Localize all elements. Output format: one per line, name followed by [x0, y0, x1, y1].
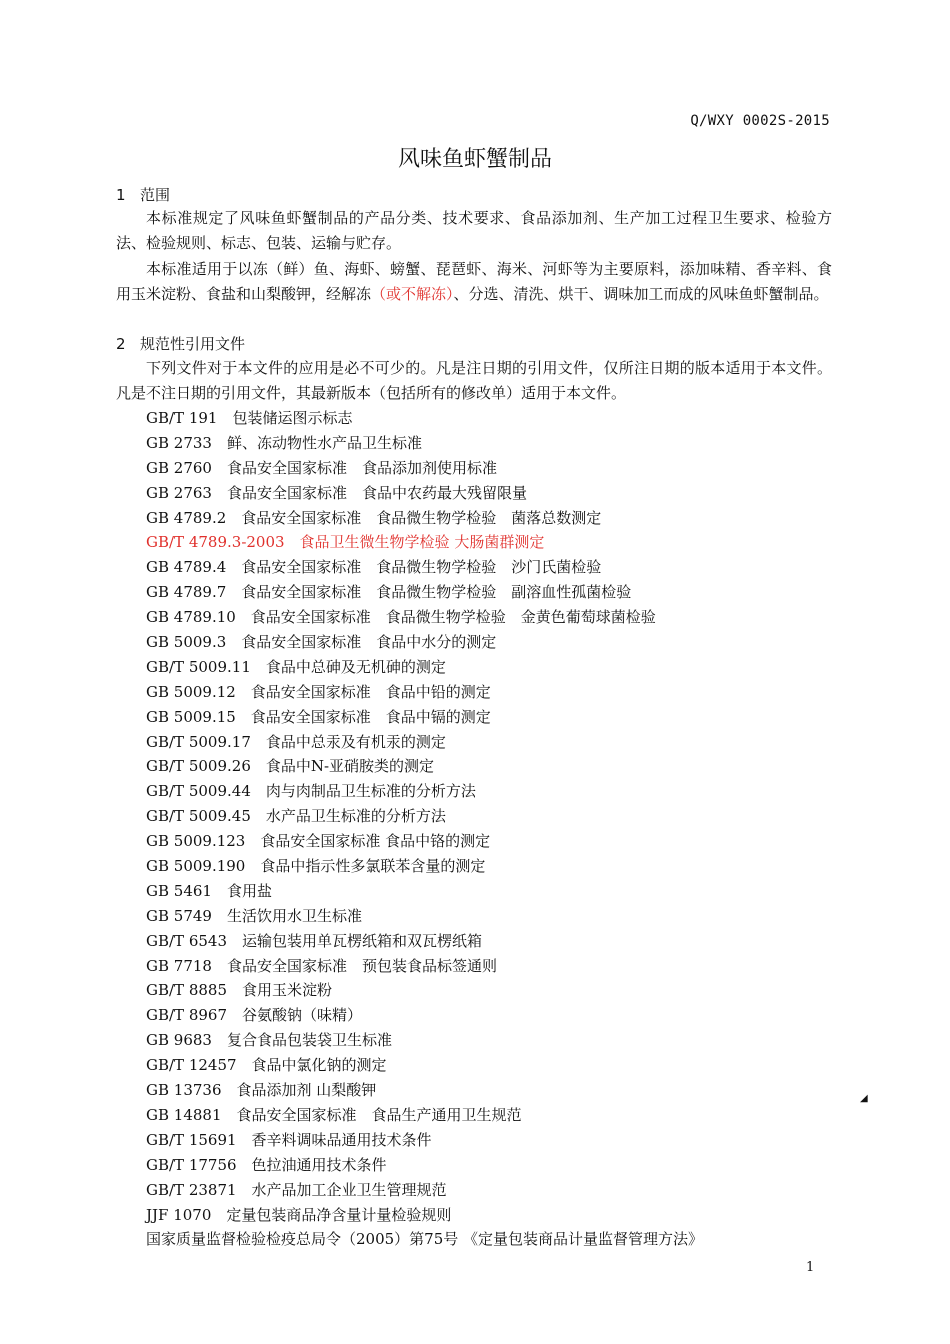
- paragraph-2-text-b: 、分选、清洗、烘干、调味加工而成的风味鱼虾蟹制品。: [453, 285, 829, 303]
- reference-item: GB/T 4789.3-2003 食品卫生微生物学检验 大肠菌群测定: [146, 533, 545, 552]
- section-2-title: 规范性引用文件: [140, 335, 246, 353]
- reference-item: GB 4789.10 食品安全国家标准 食品微生物学检验 金黄色葡萄球菌检验: [146, 608, 656, 627]
- reference-item: GB 5461 食用盐: [146, 881, 272, 900]
- reference-item: GB 5009.190 食品中指示性多氯联苯含量的测定: [146, 857, 486, 876]
- document-title: 风味鱼虾蟹制品: [397, 147, 552, 172]
- reference-item: GB 5009.123 食品安全国家标准 食品中铬的测定: [146, 832, 491, 851]
- reference-item: GB/T 5009.44 肉与肉制品卫生标准的分析方法: [146, 782, 476, 801]
- section-2-number: 2: [116, 335, 126, 353]
- reference-item: GB 5009.3 食品安全国家标准 食品中水分的测定: [146, 633, 497, 652]
- reference-item: GB 5009.12 食品安全国家标准 食品中铅的测定: [146, 682, 491, 701]
- reference-item: GB 5009.15 食品安全国家标准 食品中镉的测定: [146, 707, 491, 726]
- corner-mark: ◢: [860, 1093, 868, 1104]
- section-2-intro: 下列文件对于本文件的应用是必不可少的。凡是注日期的引用文件，仅所注日期的版本适用于本文件。凡是不注日期的引用文件，其最新版本（包括所有的修改单）适用于本文件。: [116, 359, 832, 402]
- reference-item: GB 4789.4 食品安全国家标准 食品微生物学检验 沙门氏菌检验: [146, 558, 602, 577]
- reference-item: GB/T 5009.11 食品中总砷及无机砷的测定: [146, 657, 446, 676]
- section-1-heading: [116, 184, 170, 205]
- reference-item: GB 9683 复合食品包装袋卫生标准: [146, 1031, 392, 1050]
- reference-item: GB/T 8967 谷氨酸钠（味精）: [146, 1006, 363, 1025]
- reference-item: GB 5749 生活饮用水卫生标准: [146, 906, 362, 925]
- reference-item: GB/T 5009.17 食品中总汞及有机汞的测定: [146, 732, 446, 751]
- page-number: 1: [806, 1260, 815, 1275]
- section-1-paragraph-2: [116, 257, 832, 307]
- paragraph-2-highlight: （或不解冻）: [371, 285, 454, 303]
- reference-item: JJF 1070 定量包装商品净含量计量检验规则: [146, 1205, 452, 1224]
- reference-item: 国家质量监督检验检疫总局令（2005）第75号 《定量包装商品计量监督管理方法》: [146, 1230, 704, 1249]
- reference-item: GB/T 5009.45 水产品卫生标准的分析方法: [146, 807, 446, 826]
- reference-item: GB/T 8885 食用玉米淀粉: [146, 981, 333, 1000]
- section-1-number: 1: [116, 186, 126, 204]
- reference-item: GB 2763 食品安全国家标准 食品中农药最大残留限量: [146, 483, 527, 502]
- paragraph-2-text-a: 本标准适用于以冻（鲜）鱼、海虾、螃蟹、琵琶虾、海米、河虾等为主要原料，添加味精、香辛料、食用玉米淀粉、食盐和山梨酸钾，经解冻: [116, 260, 832, 303]
- reference-item: GB 4789.7 食品安全国家标准 食品微生物学检验 副溶血性孤菌检验: [146, 583, 632, 602]
- reference-item: GB 4789.2 食品安全国家标准 食品微生物学检验 菌落总数测定: [146, 508, 602, 527]
- reference-item: GB/T 191 包装储运图示标志: [146, 409, 353, 427]
- reference-item: GB 14881 食品安全国家标准 食品生产通用卫生规范: [146, 1105, 522, 1124]
- reference-item: GB/T 12457 食品中氯化钠的测定: [146, 1056, 387, 1075]
- reference-item: GB/T 23871 水产品加工企业卫生管理规范: [146, 1180, 447, 1199]
- section-1-title: 范围: [140, 186, 171, 204]
- reference-item: GB 13736 食品添加剂 山梨酸钾: [146, 1081, 377, 1100]
- reference-item: GB 7718 食品安全国家标准 预包装食品标签通则: [146, 956, 497, 975]
- reference-item: GB/T 6543 运输包装用单瓦楞纸箱和双瓦楞纸箱: [146, 931, 483, 950]
- reference-item: GB/T 17756 色拉油通用技术条件: [146, 1155, 387, 1174]
- reference-item: GB/T 5009.26 食品中N-亚硝胺类的测定: [146, 757, 435, 776]
- reference-list: [146, 406, 703, 1252]
- section-2-heading: [116, 333, 245, 354]
- reference-item: GB 2760 食品安全国家标准 食品添加剂使用标准: [146, 458, 497, 477]
- reference-item: GB/T 15691 香辛料调味品通用技术条件: [146, 1130, 432, 1149]
- reference-item: GB 2733 鲜、冻动物性水产品卫生标准: [146, 433, 422, 452]
- section-1-paragraph-1: 本标准规定了风味鱼虾蟹制品的产品分类、技术要求、食品添加剂、生产加工过程卫生要求、检验方法、检验规则、标志、包装、运输与贮存。: [116, 209, 832, 252]
- standard-code: Q/WXY 0002S-2015: [690, 113, 830, 129]
